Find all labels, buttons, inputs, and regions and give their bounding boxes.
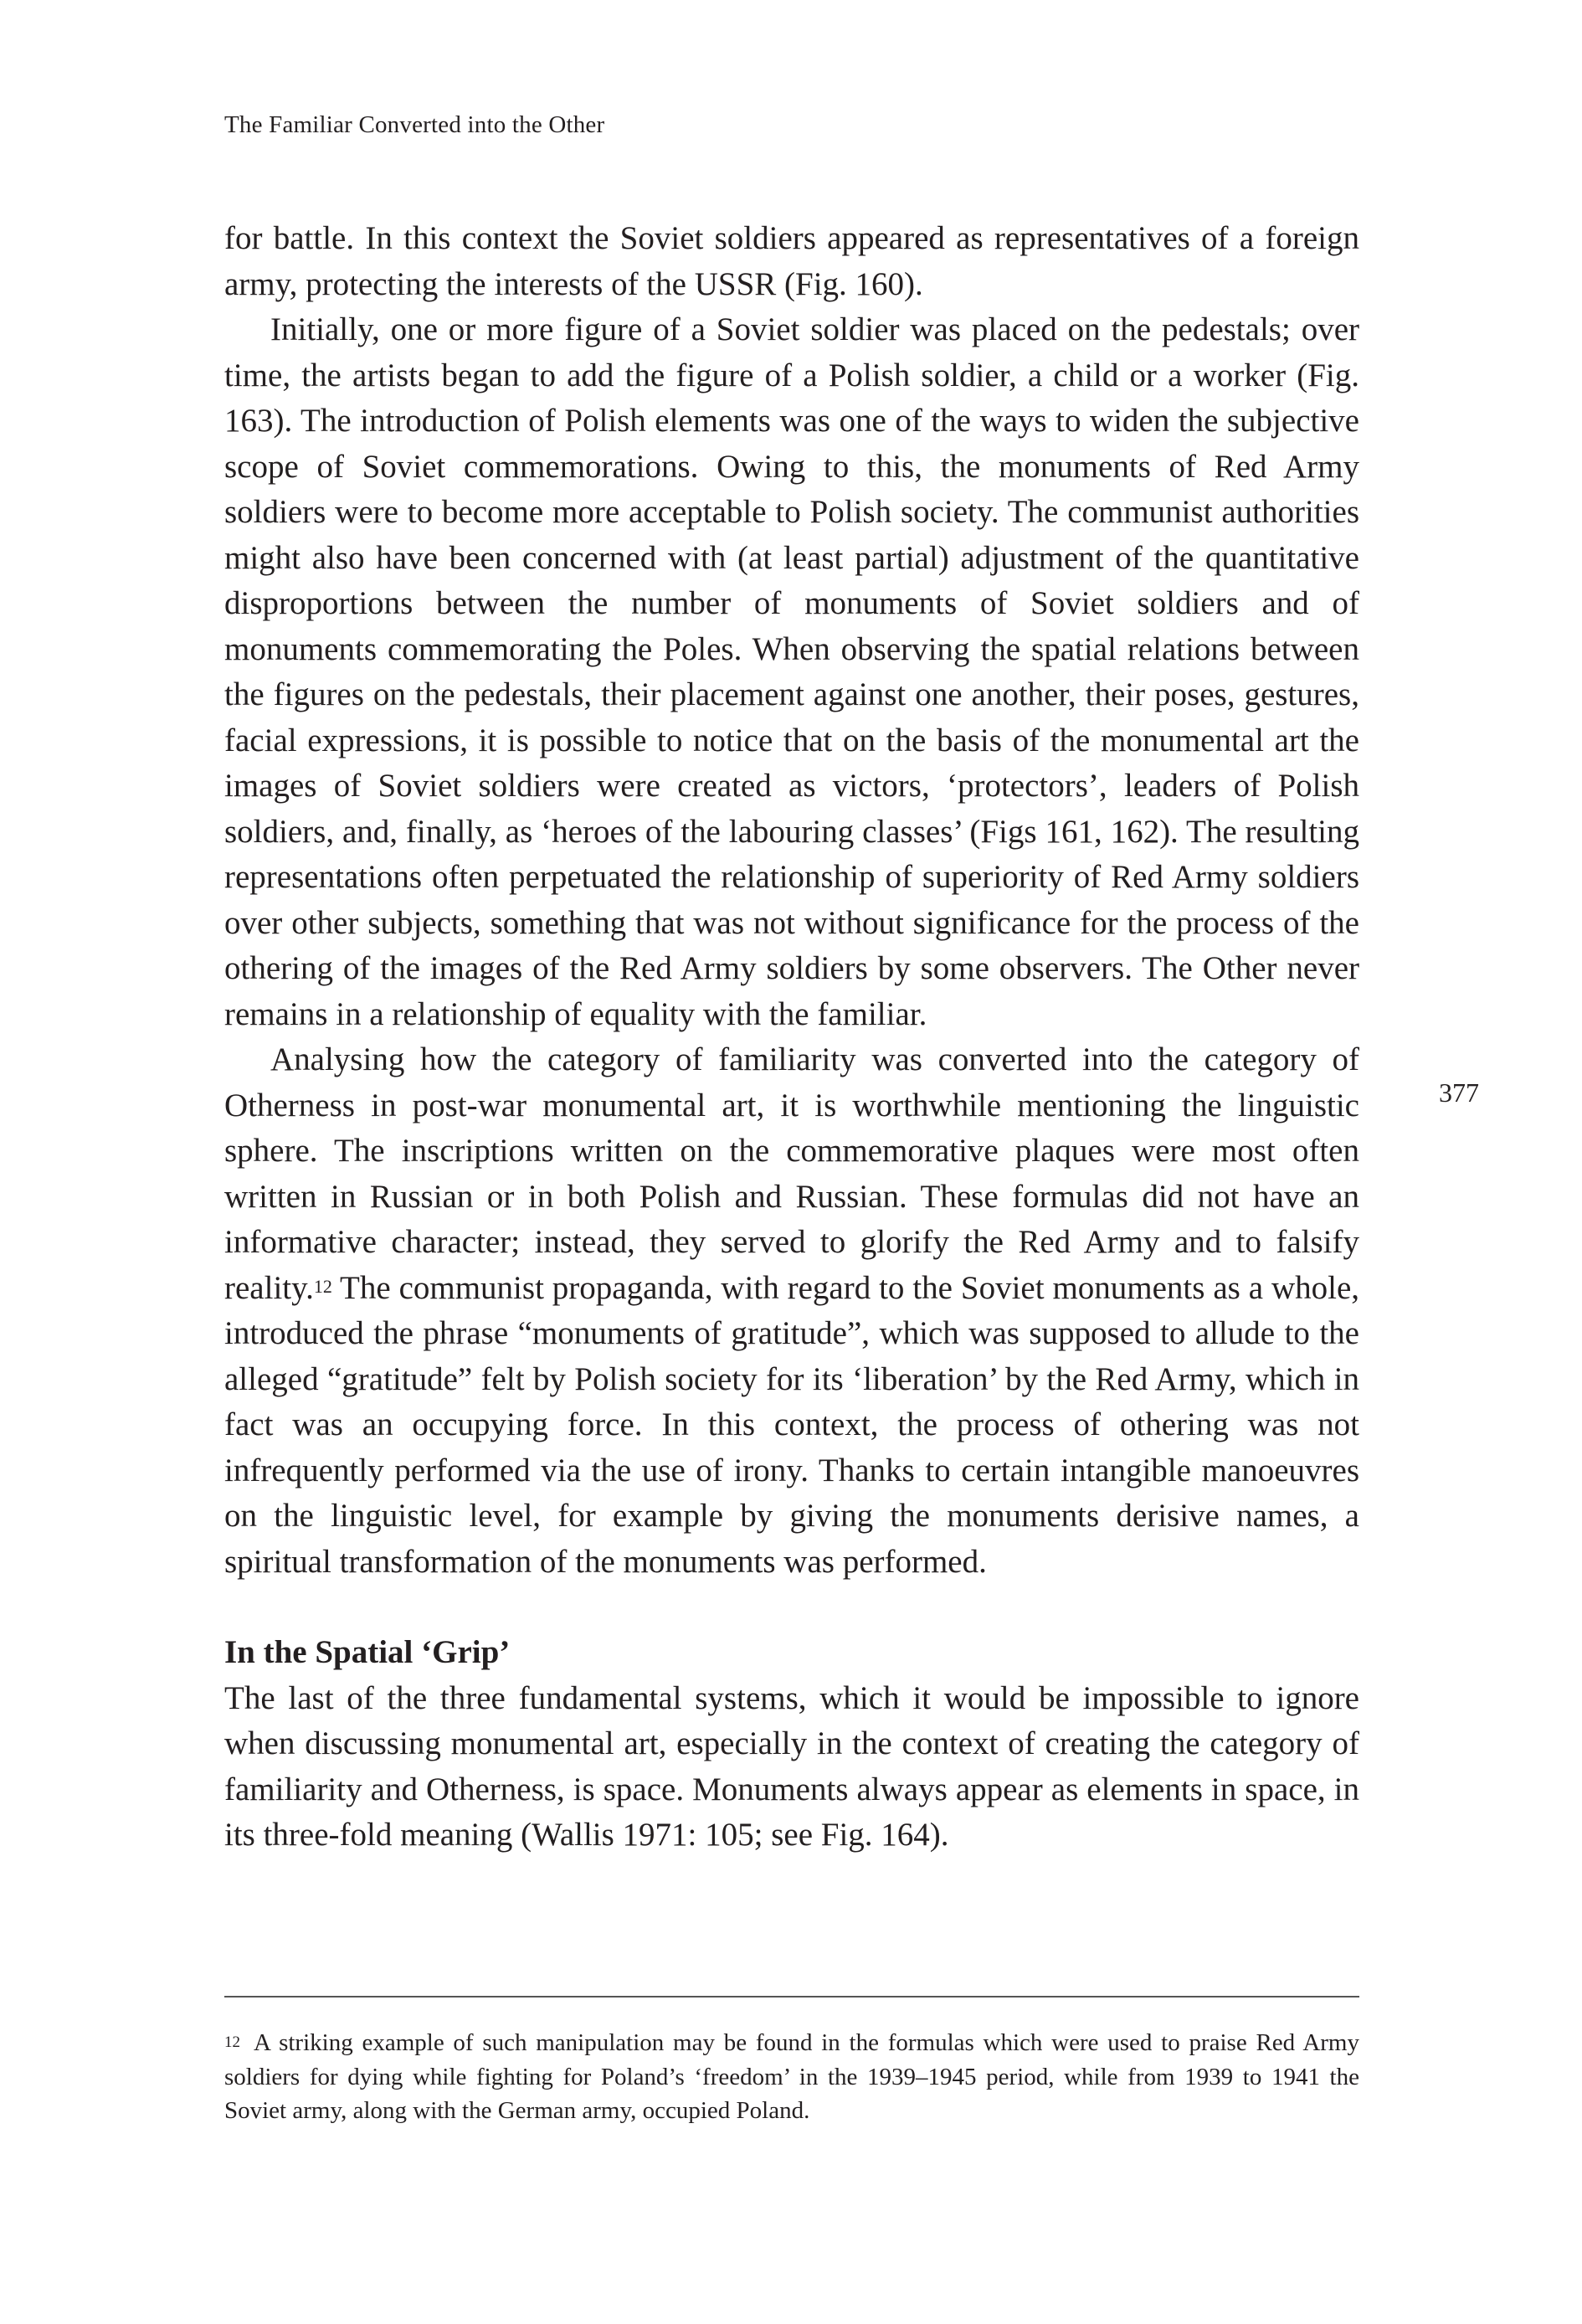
footnote-number: 12 (224, 2034, 240, 2051)
section-heading: In the Spatial ‘Grip’ (224, 1634, 511, 1670)
paragraph-3-text-b: The communist propaganda, with regard to the Soviet monuments as a whole, introduced the phrase “monuments of gratitude”, which was supposed to allude to the alleged “gratitude” felt by Polish society for its ‘liberation’ by the Red Army, which in fact was an occupying force. In this context, the process of othering was not infrequently performed via the use of irony. Thanks to certain intangible manoeuvres on the linguistic level, for example by giving the monuments derisive names, a spiritual transformation of the monuments was performed. (224, 1269, 1359, 1580)
body-text (224, 216, 1359, 1859)
paragraph-3-text-a: Analysing how the category of familiarity was converted into the category of Otherness in post-war monumental art, it is worthwhile mentioning the linguistic sphere. The inscriptions written on the commemorative plaques were most often written in Russian or in both Polish and Russian. These formulas did not have an informative character; instead, they served to glorify the Red Army and to falsify reality. (224, 1041, 1359, 1306)
paragraph-4: The last of the three fundamental systems, which it would be impossible to ignore when discussing monumental art, especially in the context of creating the category of familiarity and Otherness, is space. Monuments always appear as elements in space, in its three-fold meaning (Wallis 1971: 105; see Fig. 164). (224, 1679, 1359, 1853)
page-number: 377 (1439, 1077, 1479, 1108)
footnote-text: A striking example of such manipulation may be found in the formulas which were used to praise Red Army soldiers for dying while fighting for Poland’s ‘freedom’ in the 1939–1945 period, while from 1939 to 1941 the Soviet army, along with the German army, occupied Poland. (224, 2029, 1359, 2124)
running-head: The Familiar Converted into the Other (224, 111, 605, 138)
paragraph-1: for battle. In this context the Soviet soldiers appeared as representatives of a foreign army, protecting the interests of the USSR (Fig. 160). (224, 220, 1359, 302)
footnote (224, 2026, 1359, 2128)
footnote-reference[interactable]: 12 (313, 1275, 332, 1297)
paragraph-3 (224, 1037, 1359, 1585)
paragraph-2: Initially, one or more figure of a Soviet soldier was placed on the pedestals; over time, the artists began to add the figure of a Polish soldier, a child or a worker (Fig. 163). The introduction of Polish elements was one of the ways to widen the subjective scope of Soviet commemorations. Owing to this, the monuments of Red Army soldiers were to become more acceptable to Polish society. The communist authorities might also have been concerned with (at least partial) adjustment of the quantitative disproportions between the number of monuments of Soviet soldiers and of monuments commemorating the Poles. When observing the spatial relations between the figures on the pedestals, their placement against one another, their poses, gestures, facial expressions, it is possible to notice that on the basis of the monumental art the images of Soviet soldiers were created as victors, ‘protectors’, leaders of Polish soldiers, and, finally, as ‘heroes of the labouring classes’ (Figs 161, 162). The resulting representations often perpetuated the relationship of superiority of Red Army soldiers over other subjects, something that was not without significance for the process of the othering of the images of the Red Army soldiers by some observers. The Other never remains in a relationship of equality with the familiar. (224, 311, 1359, 1032)
footnote-divider (224, 1996, 1359, 1998)
